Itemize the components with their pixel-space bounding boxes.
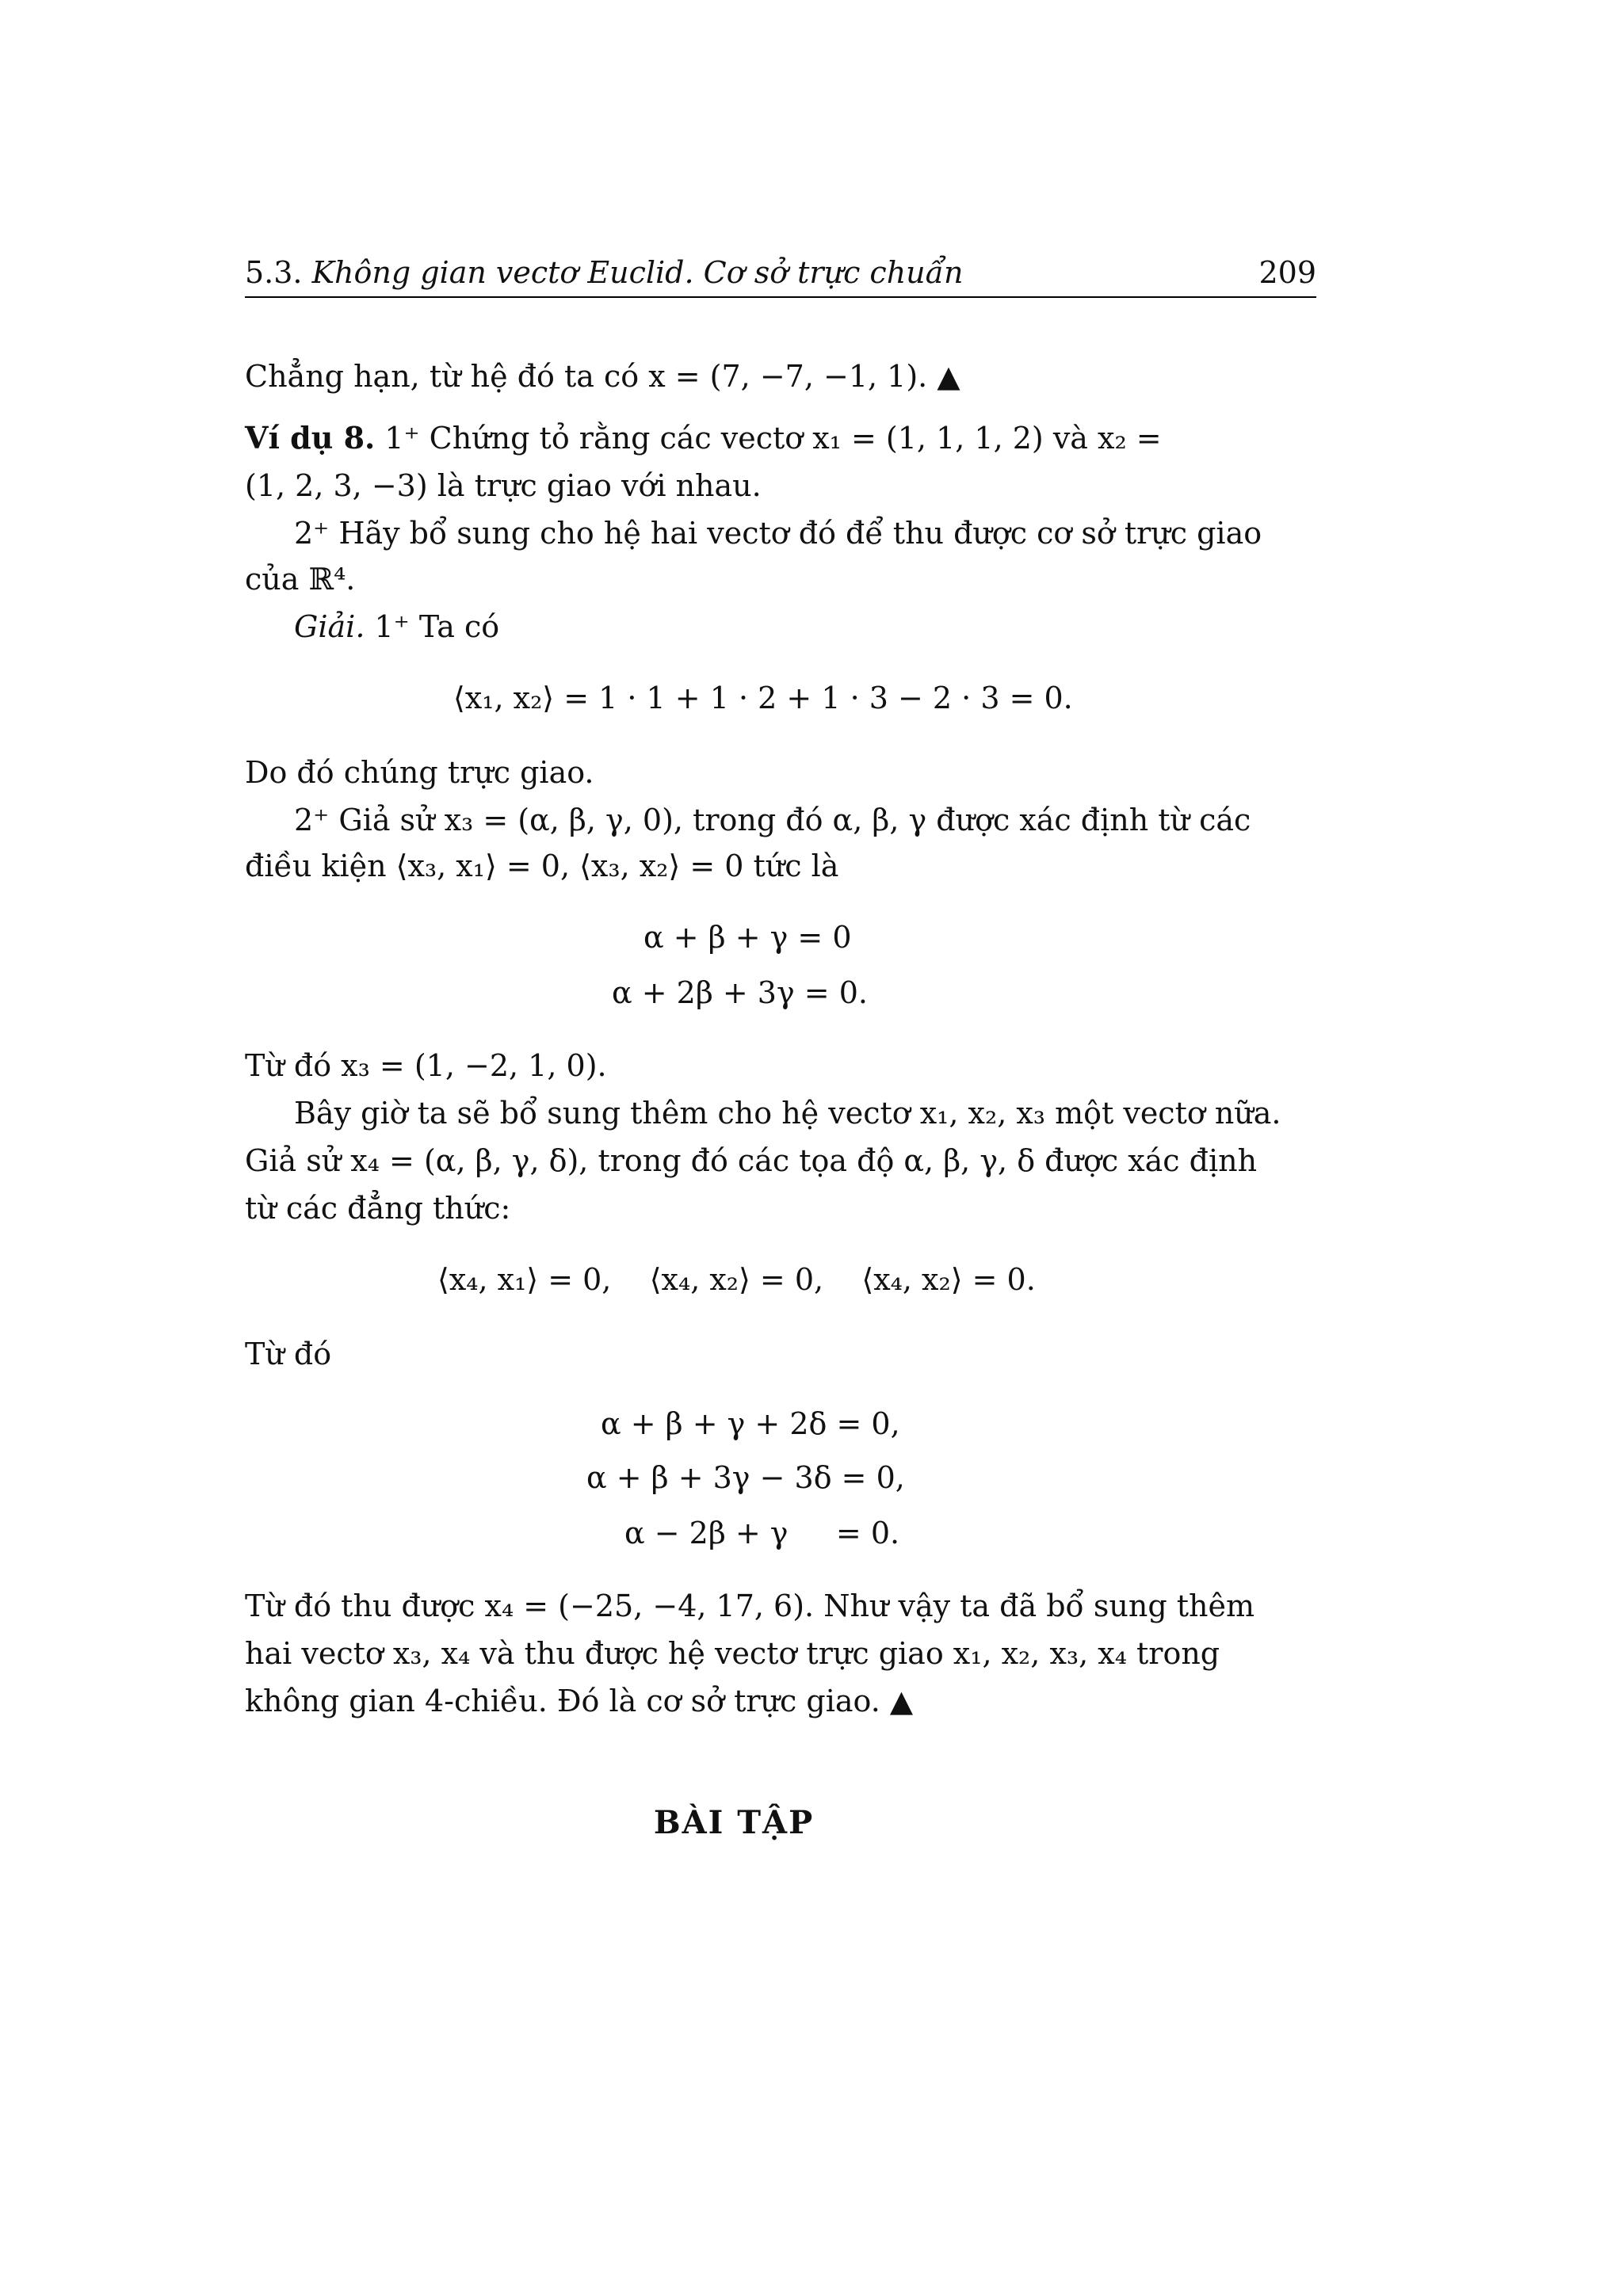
- text-line-9: điều kiện ⟨x₃, x₁⟩ = 0, ⟨x₃, x₂⟩ = 0 tức là: [245, 849, 839, 883]
- text-line-14: Từ đó: [245, 1337, 332, 1371]
- equation-conditions: ⟨x₄, x₁⟩ = 0, ⟨x₄, x₂⟩ = 0, ⟨x₄, x₂⟩ = 0.: [437, 1262, 1036, 1297]
- text-line-12: Giả sử x₄ = (α, β, γ, δ), trong đó các tọa độ α, β, γ, δ được xác định: [245, 1143, 1258, 1178]
- section-heading: BÀI TẬP: [653, 1804, 815, 1841]
- equation-system-2a: α + β + γ + 2δ = 0,: [601, 1406, 900, 1441]
- text-line-3: (1, 2, 3, −3) là trực giao với nhau.: [245, 468, 762, 503]
- text-line-10: Từ đó x₃ = (1, −2, 1, 0).: [245, 1048, 607, 1083]
- text-line-5: của ℝ⁴.: [245, 562, 356, 597]
- equation-system-2b: α + β + 3γ − 3δ = 0,: [586, 1460, 905, 1495]
- text-line-7: Do đó chúng trực giao.: [245, 755, 594, 790]
- text-line-13: từ các đẳng thức:: [245, 1191, 511, 1226]
- equation-system-1a: α + β + γ = 0: [643, 920, 852, 955]
- equation-inner-product: ⟨x₁, x₂⟩ = 1 · 1 + 1 · 2 + 1 · 3 − 2 · 3 = 0.: [453, 681, 1073, 715]
- text-line-11: Bây giờ ta sẽ bổ sung thêm cho hệ vectơ x₁, x₂, x₃ một vectơ nữa.: [294, 1096, 1281, 1131]
- page-number: 209: [1258, 255, 1316, 290]
- header-section-title: Không gian vectơ Euclid. Cơ sở trực chuẩn: [311, 255, 964, 290]
- solution-text: 1⁺ Ta có: [374, 609, 500, 644]
- text-line-4: 2⁺ Hãy bổ sung cho hệ hai vectơ đó để thu được cơ sở trực giao: [294, 516, 1262, 551]
- example-label: Ví dụ 8.: [245, 420, 376, 456]
- running-header: [245, 252, 1316, 298]
- solution-line: [294, 609, 500, 644]
- header-section: [245, 255, 963, 290]
- solution-label: Giải.: [294, 609, 365, 644]
- text-line-15: Từ đó thu được x₄ = (−25, −4, 17, 6). Như vậy ta đã bổ sung thêm: [245, 1589, 1254, 1623]
- equation-system-2c: α − 2β + γ = 0.: [624, 1516, 900, 1550]
- text-line-8: 2⁺ Giả sử x₃ = (α, β, γ, 0), trong đó α, β, γ được xác định từ các: [294, 803, 1251, 837]
- example-text: 1⁺ Chứng tỏ rằng các vectơ x₁ = (1, 1, 1, 2) và x₂ =: [384, 421, 1162, 456]
- text-line-16: hai vectơ x₃, x₄ và thu được hệ vectơ trực giao x₁, x₂, x₃, x₄ trong: [245, 1636, 1220, 1671]
- header-section-number: 5.3.: [245, 255, 303, 290]
- text-line-1: Chẳng hạn, từ hệ đó ta có x = (7, −7, −1, 1). ▲: [245, 359, 960, 394]
- example-8-line: [245, 420, 1162, 456]
- equation-system-1b: α + 2β + 3γ = 0.: [612, 975, 868, 1010]
- text-line-17: không gian 4-chiều. Đó là cơ sở trực giao. ▲: [245, 1684, 914, 1718]
